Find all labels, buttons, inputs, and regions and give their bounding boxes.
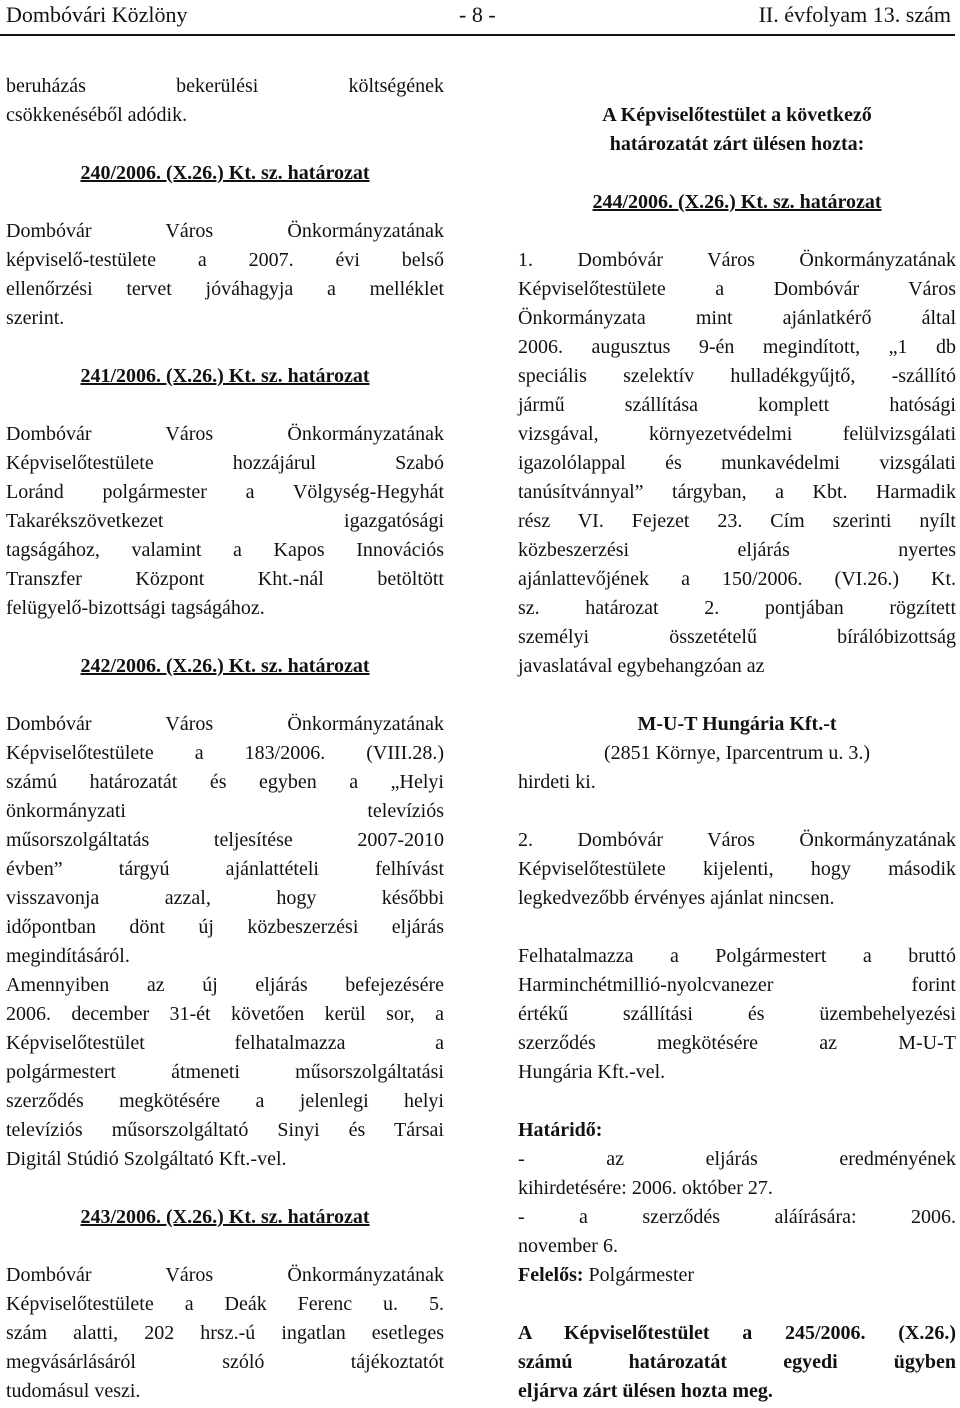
text-line: 1. Dombóvár Város Önkormányzatának <box>518 249 956 271</box>
closed-session-note: határozatát zárt ülésen hozta: <box>609 133 865 155</box>
text-line: felügyelő-bizottsági tagságához. <box>6 597 265 619</box>
text-line: szám alatti, 202 hrsz.-ú ingatlan esetleges <box>6 1322 444 1344</box>
right-column <box>518 101 956 1406</box>
text-line: ellenőrzési tervet jóváhagyja a melléklet <box>6 278 444 300</box>
text-line: hirdeti ki. <box>518 771 596 793</box>
text-line: megindításáról. <box>6 945 130 967</box>
text-line: javaslatával egybehangzóan az <box>518 655 765 677</box>
resolution-heading-244: 244/2006. (X.26.) Kt. sz. határozat <box>592 191 882 213</box>
text-line: személyi összetételű bírálóbizottság <box>518 626 956 648</box>
text-line: szerződés megkötésére a jelenlegi helyi <box>6 1090 444 1112</box>
text-line: Felhatalmazza a Polgármestert a bruttó <box>518 945 956 967</box>
text-line: Transzfer Központ Kht.-nál betöltött <box>6 568 444 590</box>
text-line: megvásárlásáról szóló tájékoztatót <box>6 1351 444 1373</box>
text-line: Harminchétmillió-nyolcvanezer forint <box>518 974 956 996</box>
resolution-heading-243: 243/2006. (X.26.) Kt. sz. határozat <box>80 1206 370 1228</box>
responsible-value: Polgármester <box>583 1264 695 1286</box>
text-line: speciális szelektív hulladékgyűjtő, -szállító <box>518 365 956 387</box>
text-line: 2006. augusztus 9-én megindított, „1 db <box>518 336 956 358</box>
page-number: - 8 - <box>459 2 496 27</box>
text-line: ajánlattevőjének a 150/2006. (VI.26.) Kt. <box>518 568 956 590</box>
text-line: időpontban dönt új közbeszerzési eljárás <box>6 916 444 938</box>
text-line: Képviselőtestülete a Deák Ferenc u. 5. <box>6 1293 444 1315</box>
text-line: tagságához, valamint a Kapos Innovációs <box>6 539 444 561</box>
responsible-label: Felelős: <box>518 1264 584 1286</box>
text-line: vizsgával, környezetvédelmi felülvizsgálati <box>518 423 956 445</box>
text-line: jármű szállítása komplett hatósági <box>518 394 956 416</box>
text-line: Képviselőtestülete a 183/2006. (VIII.28.) <box>6 742 444 764</box>
text-line: tudomásul veszi. <box>6 1380 141 1402</box>
text-line: 2. Dombóvár Város Önkormányzatának <box>518 829 956 851</box>
text-line: kihirdetésére: 2006. október 27. <box>518 1177 773 1199</box>
text-line: Dombóvár Város Önkormányzatának <box>6 220 444 242</box>
left-column <box>6 72 444 1406</box>
text-line: tanúsítvánnyal” tárgyban, a Kbt. Harmadik <box>518 481 956 503</box>
publication-title: Dombóvári Közlöny <box>6 2 188 27</box>
text-line: Takarékszövetkezet igazgatósági <box>6 510 444 532</box>
text-line: televíziós műsorszolgáltató Sinyi és Társai <box>6 1119 444 1141</box>
text-line: Dombóvár Város Önkormányzatának <box>6 423 444 445</box>
text-line: Képviselőtestülete a Dombóvár Város <box>518 278 956 300</box>
text-line: november 6. <box>518 1235 618 1257</box>
volume-info: II. évfolyam 13. szám <box>758 2 951 27</box>
text-line: legkedvezőbb érvényes ajánlat nincsen. <box>518 887 835 909</box>
text-line: szerződés megkötésére az M-U-T <box>518 1032 956 1054</box>
text-line: képviselő-testülete a 2007. évi belső <box>6 249 444 271</box>
text-line: csökkenéséből adódik. <box>6 104 188 126</box>
text-line: Amennyiben az új eljárás befejezésére <box>6 974 444 996</box>
text-line: Hungária Kft.-vel. <box>518 1061 666 1083</box>
text-line: szerint. <box>6 307 65 329</box>
deadline-label: Határidő: <box>518 1119 603 1141</box>
resolution-heading-241: 241/2006. (X.26.) Kt. sz. határozat <box>80 365 370 387</box>
page-header <box>0 0 955 36</box>
text-line: értékű szállítási és üzembehelyezési <box>518 1003 956 1025</box>
text-line: önkormányzati televíziós <box>6 800 444 822</box>
closed-session-note: A Képviselőtestület a következő <box>602 104 872 126</box>
responsible-line <box>518 1261 956 1290</box>
text-line: évben” tárgyú ajánlattételi felhívást <box>6 858 444 880</box>
text-line: Dombóvár Város Önkormányzatának <box>6 1264 444 1286</box>
text-line: igazolólappal és munkavédelmi vizsgálati <box>518 452 956 474</box>
text-line: műsorszolgáltatás teljesítése 2007-2010 <box>6 829 444 851</box>
text-line: számú határozatát és egyben a „Helyi <box>6 771 444 793</box>
text-line: Képviselőtestülete hozzájárul Szabó <box>6 452 444 474</box>
text-line: 2006. december 31-ét követően kerül sor, a <box>6 1003 444 1025</box>
text-line: - a szerződés aláírására: 2006. <box>518 1206 956 1228</box>
text-line: Képviselőtestület felhatalmazza a <box>6 1032 444 1054</box>
text-line: sz. határozat 2. pontjában rögzített <box>518 597 956 619</box>
resolution-heading-242: 242/2006. (X.26.) Kt. sz. határozat <box>80 655 370 677</box>
text-line: beruházás bekerülési költségének <box>6 75 444 97</box>
text-line: Önkormányzata mint ajánlatkérő által <box>518 307 956 329</box>
text-line: A Képviselőtestület a 245/2006. (X.26.) <box>518 1322 956 1344</box>
text-line: Loránd polgármester a Völgység-Hegyhát <box>6 481 444 503</box>
text-line: számú határozatát egyedi ügyben <box>518 1351 956 1373</box>
text-line: Digitál Stúdió Szolgáltató Kft.-vel. <box>6 1148 287 1170</box>
text-line: - az eljárás eredményének <box>518 1148 956 1170</box>
winning-company: M-U-T Hungária Kft.-t <box>637 713 837 735</box>
text-line: közbeszerzési eljárás nyertes <box>518 539 956 561</box>
text-line: Képviselőtestülete kijelenti, hogy második <box>518 858 956 880</box>
text-line: Dombóvár Város Önkormányzatának <box>6 713 444 735</box>
company-address: (2851 Környe, Iparcentrum u. 3.) <box>603 742 871 764</box>
text-line: eljárva zárt ülésen hozta meg. <box>518 1380 773 1402</box>
resolution-heading-240: 240/2006. (X.26.) Kt. sz. határozat <box>80 162 370 184</box>
text-line: polgármestert átmeneti műsorszolgáltatási <box>6 1061 444 1083</box>
text-line: rész VI. Fejezet 23. Cím szerinti nyílt <box>518 510 956 532</box>
text-line: visszavonja azzal, hogy későbbi <box>6 887 444 909</box>
